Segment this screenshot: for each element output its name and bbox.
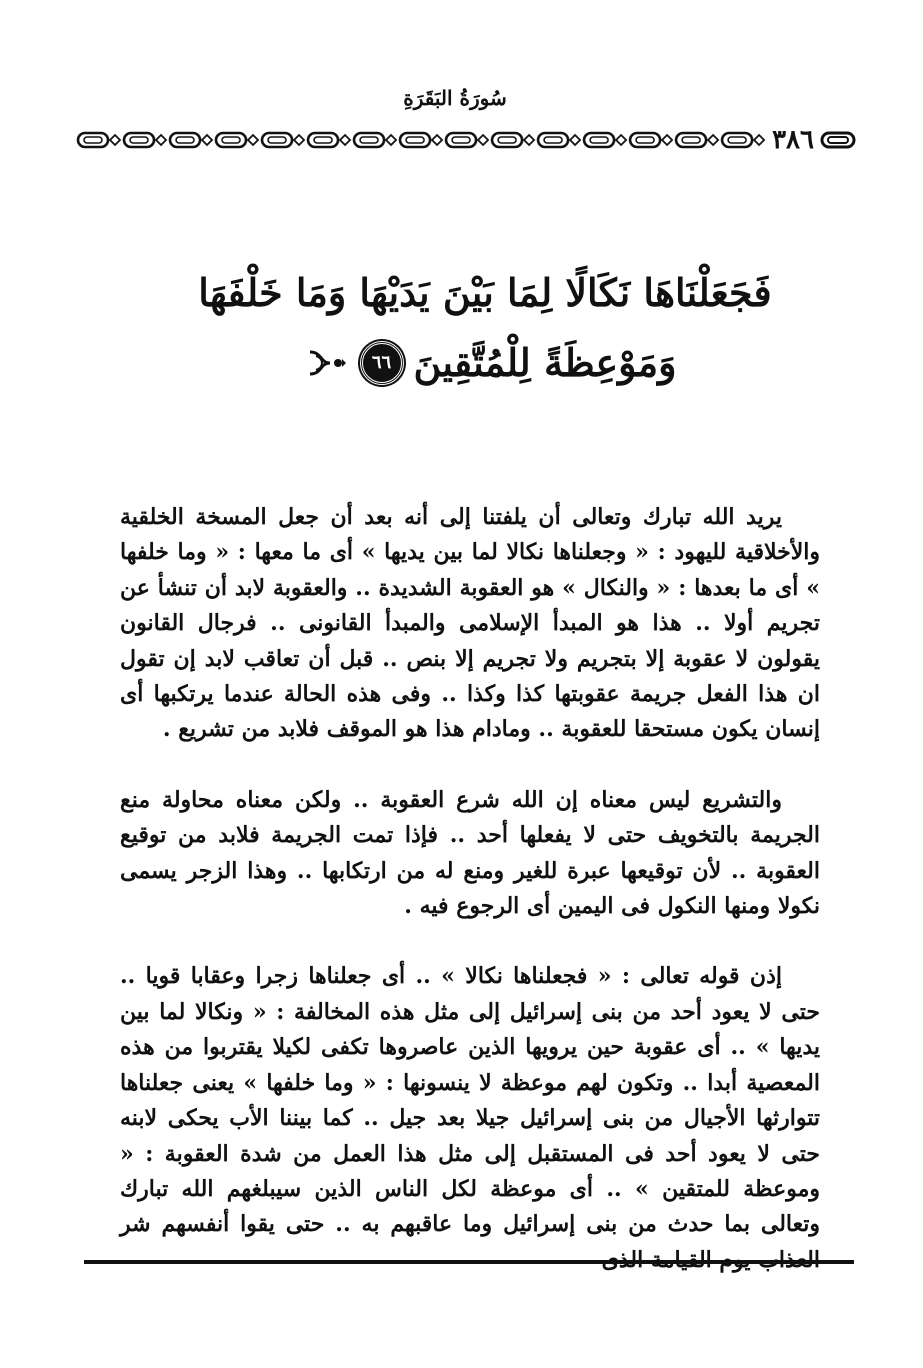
page-number: ٣٨٦ [772, 125, 814, 155]
ornate-bracket-close-icon [304, 348, 350, 378]
verse-text-line-1: فَجَعَلْنَاهَا نَكَالًا لِمَا بَيْنَ يَدَيْهَا وَمَا خَلْفَهَا [198, 270, 772, 315]
verse-line-1 [198, 258, 772, 328]
verse-text-line-2: وَمَوْعِظَةً لِلْمُتَّقِينَ [413, 340, 677, 385]
quran-verse [198, 258, 772, 398]
paragraph-1: يريد الله تبارك وتعالى أن يلفتنا إلى أنه بعد أن جعل المسخة الخلقية والأخلاقية لليهود : « وجعلناها نكالا لما بين يديها » أى ما معها : « وما خلفها » أى ما بعدها : « والنكال » هو العقوبة الشديدة .. والعقوبة لابد أن تنشأ عن تجريم أولا .. هذا هو المبدأ الإسلامى والمبدأ القانونى .. فرجال القانون يقولون لا عقوبة إلا بتجريم ولا تجريم إلا بنص .. قبل أن تعاقب لابد إن تقول ان هذا الفعل جريمة عقوبتها كذا وكذا .. وفى هذه الحالة عندما يرتكبها أى إنسان يكون مستحقا للعقوبة .. ومادام هذا هو الموقف فلابد من تشريع . [120, 504, 820, 743]
verse-line-2 [230, 328, 750, 398]
chain-border-ornament [76, 128, 766, 152]
ayah-number-marker: ٦٦ [360, 341, 404, 385]
paragraph-2: والتشريع ليس معناه إن الله شرع العقوبة .. ولكن معناه محاولة منع الجريمة بالتخويف حتى لا يفعلها أحد .. فإذا تمت الجريمة فلابد من توقيع العقوبة .. لأن توقيعها عبرة للغير ومنع له من ارتكابها .. وهذا الزجر يسمى نكولا ومنها النكول فى اليمين أى الرجوع فيه . [120, 786, 820, 920]
ornamental-header-band [76, 125, 856, 155]
paragraph-3: إذن قوله تعالى : « فجعلناها نكالا » .. أى جعلناها زجرا وعقابا قويا .. حتى لا يعود أحد من بنى إسرائيل إلى مثل هذه المخالفة : « ونكالا لما بين يديها » .. أى عقوبة حين يرويها الذين عاصروها تكفى لكيلا يقتربوا من هذه المعصية أبدا .. وتكون لهم موعظة لا ينسونها : « وما خلفها » يعنى جعلناها تتوارثها الأجيال من بنى إسرائيل جيلا بعد جيل .. كما بيننا الأب يحكى لابنه حتى لا يعود أحد فى المستقبل إلى مثل هذا العمل من شدة العقوبة : « وموعظة للمتقين » .. أى موعظة لكل الناس الذين سيبلغهم الله تبارك وتعالى بما حدث من بنى إسرائيل وما عاقبهم به .. حتى يقوا أنفسهم شر العذاب يوم القيامة الذى [120, 963, 820, 1273]
chain-end-ornament [820, 128, 856, 152]
commentary-body [120, 500, 820, 1278]
bottom-rule [84, 1260, 854, 1264]
surah-name-header: سُورَةُ البَقَرَةِ [403, 86, 507, 110]
